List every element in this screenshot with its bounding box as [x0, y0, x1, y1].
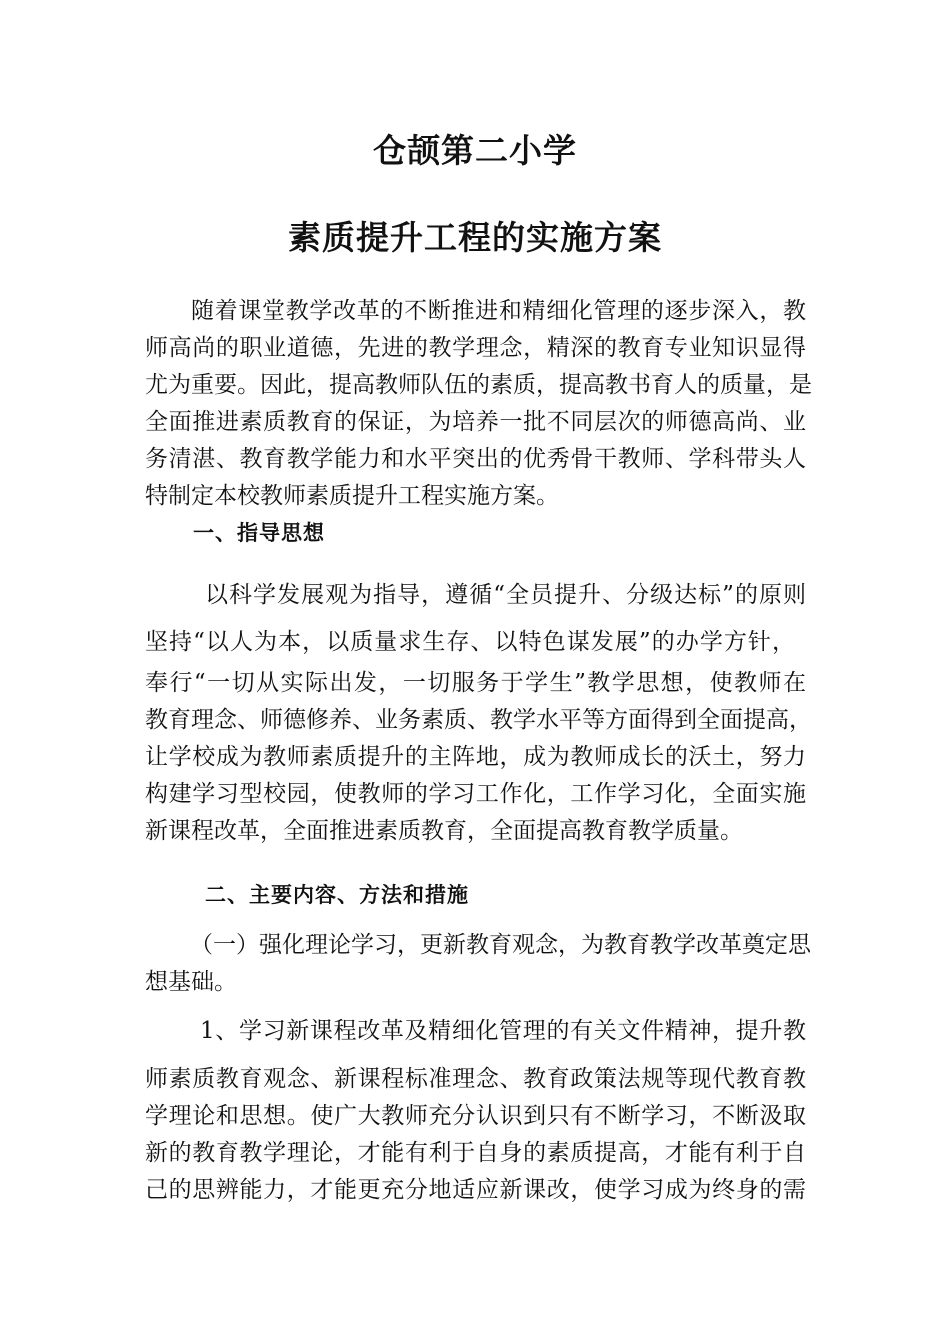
body-line: 坚持“以人为本，以质量求生存、以特色谋发展”的办学方针，	[145, 629, 795, 655]
intro-line: 尤为重要。因此，提高教师队伍的素质，提高教书育人的质量，是	[145, 372, 812, 398]
section-heading-guiding-thought: 一、指导思想	[193, 521, 325, 545]
intro-line: 随着课堂教学改革的不断推进和精细化管理的逐步深入，教	[191, 298, 806, 324]
body-line: 新课程改革，全面推进素质教育，全面提高教育教学质量。	[145, 818, 743, 844]
body-line: 让学校成为教师素质提升的主阵地，成为教师成长的沃土，努力	[145, 744, 806, 770]
body-line: 教育理念、师德修养、业务素质、教学水平等方面得到全面提高，	[145, 707, 812, 733]
body-line: 己的思辨能力，才能更充分地适应新课改，使学习成为终身的需	[145, 1177, 806, 1203]
section-heading-main-content: 二、主要内容、方法和措施	[205, 883, 469, 907]
body-line: 想基础。	[145, 969, 237, 995]
intro-line: 师高尚的职业道德，先进的教学理念，精深的教育专业知识显得	[145, 335, 806, 361]
document-title: 素质提升工程的实施方案	[288, 218, 662, 257]
school-title: 仓颉第二小学	[373, 131, 577, 170]
body-line: 学理论和思想。使广大教师充分认识到只有不断学习，不断汲取	[145, 1103, 806, 1129]
intro-line: 务清湛、教育教学能力和水平突出的优秀骨干教师、学科带头人	[145, 446, 806, 472]
body-line: （一）强化理论学习，更新教育观念，为教育教学改革奠定思	[190, 932, 811, 958]
intro-line: 特制定本校教师素质提升工程实施方案。	[145, 483, 559, 509]
body-line: 奉行“一切从实际出发，一切服务于学生”教学思想，使教师在	[145, 670, 806, 696]
body-line: 以科学发展观为指导，遵循“全员提升、分级达标”的原则	[205, 582, 806, 608]
body-line: 1、学习新课程改革及精细化管理的有关文件精神，提升教	[200, 1018, 806, 1044]
body-line: 新的教育教学理论，才能有利于自身的素质提高，才能有利于自	[145, 1140, 806, 1166]
body-line: 构建学习型校园，使教师的学习工作化，工作学习化，全面实施	[145, 781, 806, 807]
body-line: 师素质教育观念、新课程标准理念、教育政策法规等现代教育教	[145, 1066, 806, 1092]
intro-line: 全面推进素质教育的保证，为培养一批不同层次的师德高尚、业	[145, 409, 806, 435]
